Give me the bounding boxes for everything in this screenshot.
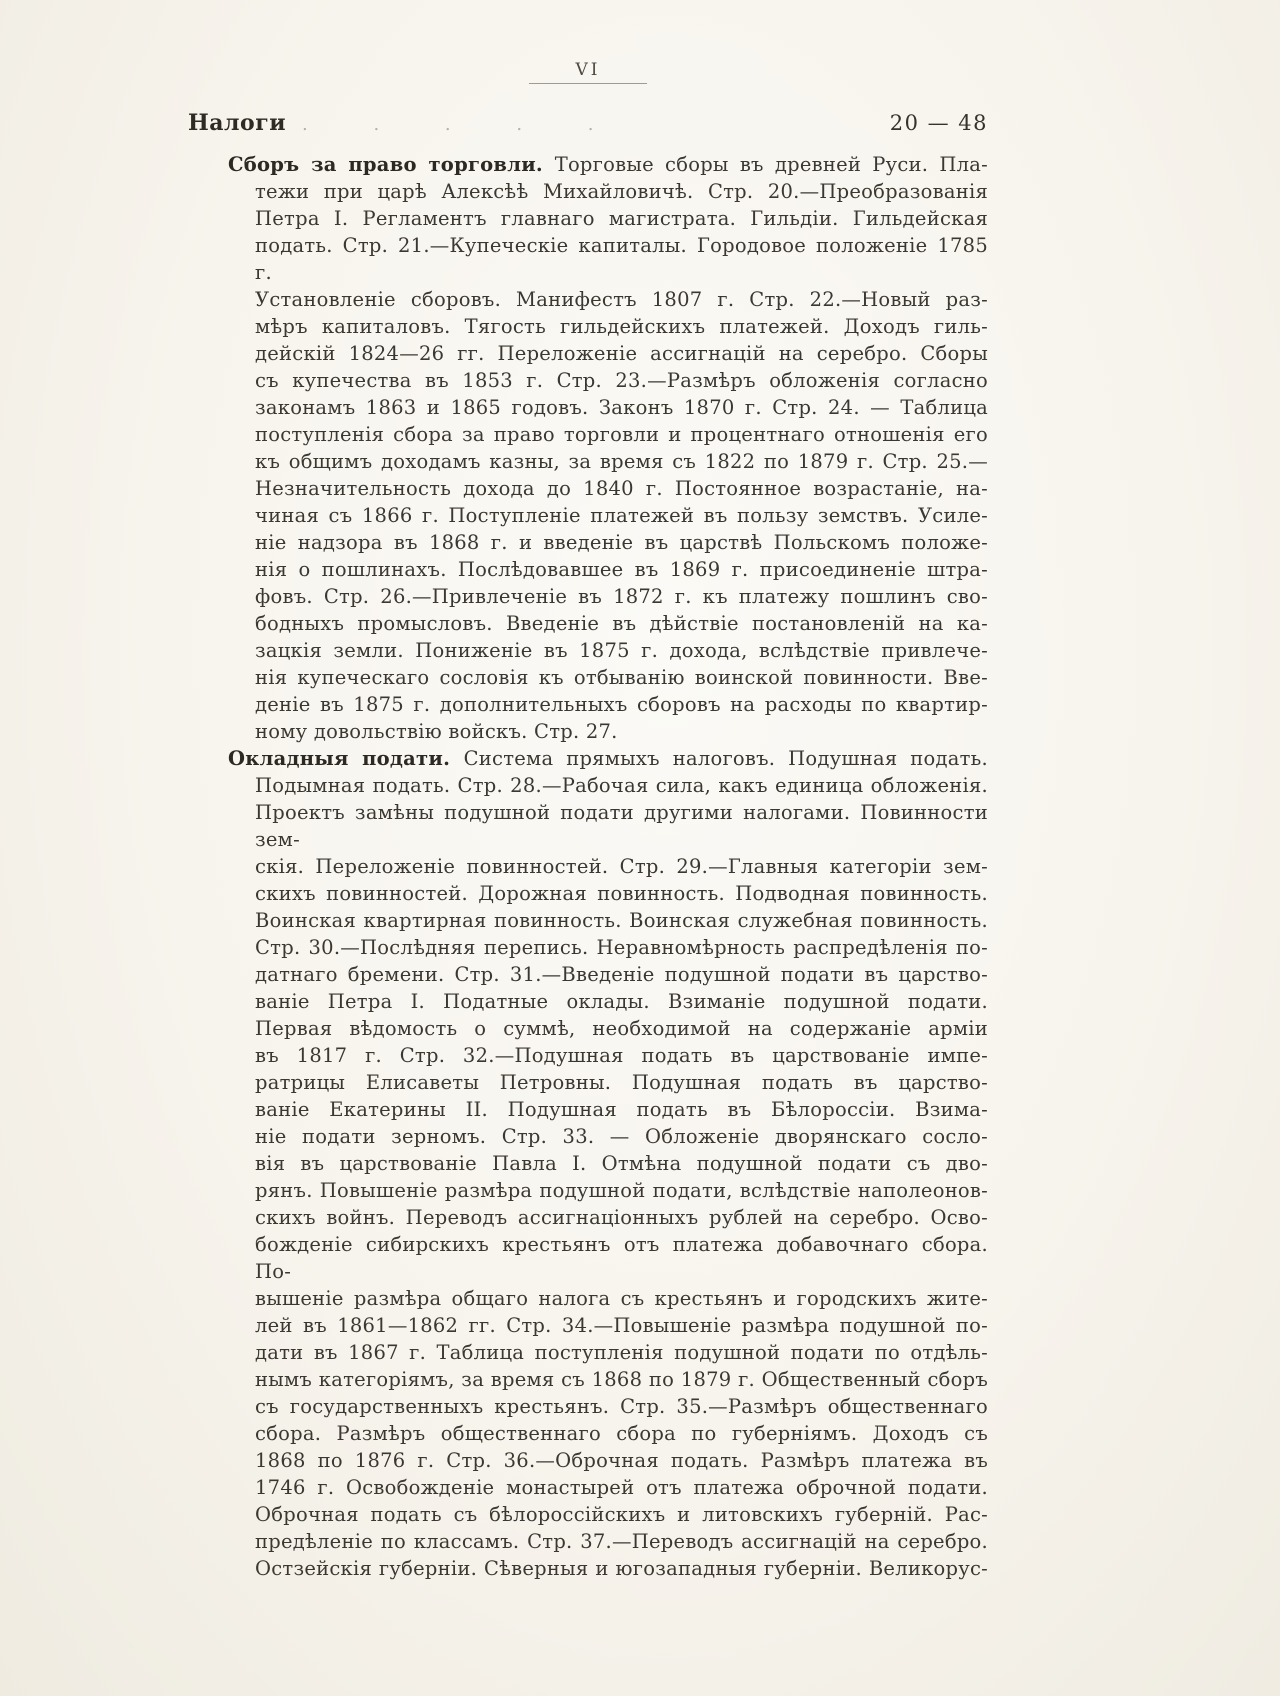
text-line: вія въ царствованіе Павла I. Отмѣна подушной подати съ дво- <box>255 1152 988 1175</box>
page-number: VI <box>575 60 601 80</box>
text-line: Оброчная подать съ бѣлороссійскихъ и литовскихъ губерній. Рас- <box>255 1503 988 1526</box>
text-line: дейскій 1824—26 гг. Переложеніе ассигнацій на серебро. Сборы <box>255 342 988 365</box>
text-line: Проектъ замѣны подушной подати другими налогами. Повинности зем- <box>255 801 988 851</box>
text-line: подать. Стр. 21.—Купеческіе капиталы. Городовое положеніе 1785 г. <box>255 234 988 284</box>
text-line: нія о пошлинахъ. Послѣдовавшее въ 1869 г. присоединеніе штра- <box>255 558 988 581</box>
leader-dots: . . . . . <box>302 114 624 135</box>
text-line: сбора. Размѣръ общественнаго сбора по губерніямъ. Доходъ съ <box>255 1422 988 1445</box>
text-line: Окладныя подати. Система прямыхъ налоговъ. Подушная подать. <box>228 747 988 770</box>
text-line: бодныхъ промысловъ. Введеніе въ дѣйствіе постановленій на ка- <box>255 612 988 635</box>
text-line: съ государственныхъ крестьянъ. Стр. 35.—Размѣръ общественнаго <box>255 1395 988 1418</box>
text-line: чиная съ 1866 г. Поступленіе платежей въ пользу земствъ. Усиле- <box>255 504 988 527</box>
text-line: Первая вѣдомость о суммѣ, необходимой на содержаніе арміи <box>255 1017 988 1040</box>
text-line: въ 1817 г. Стр. 32.—Подушная подать въ царствованіе импе- <box>255 1044 988 1067</box>
text-line: божденіе сибирскихъ крестьянъ отъ платежа добавочнаго сбора. По- <box>255 1233 988 1283</box>
folio-rule <box>529 83 647 84</box>
text-line: ратрицы Елисаветы Петровны. Подушная подать въ царство- <box>255 1071 988 1094</box>
text-line: фовъ. Стр. 26.—Привлеченіе въ 1872 г. къ платежу пошлинъ сво- <box>255 585 988 608</box>
text-line: зацкія земли. Пониженіе въ 1875 г. дохода, вслѣдствіе привлече- <box>255 639 988 662</box>
text-line: нія купеческаго сословія къ отбыванію воинской повинности. Вве- <box>255 666 988 689</box>
text-line: законамъ 1863 и 1865 годовъ. Законъ 1870 г. Стр. 24. — Таблица <box>255 396 988 419</box>
text-line: 1868 по 1876 г. Стр. 36.—Оброчная подать. Размѣръ платежа въ <box>255 1449 988 1472</box>
text-line: Воинская квартирная повинность. Воинская служебная повинность. <box>255 909 988 932</box>
section-title: Налоги <box>188 110 287 136</box>
text-line: дати въ 1867 г. Таблица поступленія подушной подати по отдѣль- <box>255 1341 988 1364</box>
entry-heading: Окладныя подати. <box>228 747 464 770</box>
text-block <box>188 0 988 1582</box>
text-line: предѣленіе по классамъ. Стр. 37.—Переводъ ассигнацій на серебро. <box>255 1530 988 1553</box>
text-line: скія. Переложеніе повинностей. Стр. 29.—Главныя категоріи зем- <box>255 855 988 878</box>
section-page-range: 20 — 48 <box>889 111 988 135</box>
text-line: ваніе Петра I. Податные оклады. Взиманіе подушной подати. <box>255 990 988 1013</box>
text-line: лей въ 1861—1862 гг. Стр. 34.—Повышеніе размѣра подушной по- <box>255 1314 988 1337</box>
text-line: съ купечества въ 1853 г. Стр. 23.—Размѣръ обложенія согласно <box>255 369 988 392</box>
text-line: Сборъ за право торговли. Торговые сборы въ древней Руси. Пла- <box>228 153 988 176</box>
text-line: тежи при царѣ Алексѣѣ Михайловичѣ. Стр. 20.—Преобразованія <box>255 180 988 203</box>
text-line: Незначительность дохода до 1840 г. Постоянное возрастаніе, на- <box>255 477 988 500</box>
text-line: ніе надзора въ 1868 г. и введеніе въ царствѣ Польскомъ положе- <box>255 531 988 554</box>
text-line: деніе въ 1875 г. дополнительныхъ сборовъ на расходы по квартир- <box>255 693 988 716</box>
text-line: 1746 г. Освобожденіе монастырей отъ платежа оброчной подати. <box>255 1476 988 1499</box>
toc-entry <box>188 745 988 1582</box>
text-line: скихъ повинностей. Дорожная повинность. Подводная повинность. <box>255 882 988 905</box>
text-line: къ общимъ доходамъ казны, за время съ 1822 по 1879 г. Стр. 25.— <box>255 450 988 473</box>
toc-entry <box>188 151 988 745</box>
text-line: Установленіе сборовъ. Манифестъ 1807 г. Стр. 22.—Новый раз- <box>255 288 988 311</box>
section-header <box>188 110 988 136</box>
text-line: Остзейскія губерніи. Сѣверныя и югозападныя губерніи. Великорус- <box>255 1557 988 1580</box>
text-line: ному довольствію войскъ. Стр. 27. <box>255 720 618 743</box>
text-line: вышеніе размѣра общаго налога съ крестьянъ и городскихъ жите- <box>255 1287 988 1310</box>
toc-entries <box>188 151 988 1582</box>
text-line: мѣръ капиталовъ. Тягость гильдейскихъ платежей. Доходъ гиль- <box>255 315 988 338</box>
text-line: Подымная подать. Стр. 28.—Рабочая сила, какъ единица обложенія. <box>255 774 988 797</box>
text-line: ваніе Екатерины II. Подушная подать въ Бѣлороссіи. Взима- <box>255 1098 988 1121</box>
text-line: поступленія сбора за право торговли и процентнаго отношенія его <box>255 423 988 446</box>
text-line: скихъ войнъ. Переводъ ассигнаціонныхъ рублей на серебро. Осво- <box>255 1206 988 1229</box>
text-line: Петра I. Регламентъ главнаго магистрата. Гильдіи. Гильдейская <box>255 207 988 230</box>
entry-heading: Сборъ за право торговли. <box>228 153 555 176</box>
text-line: датнаго бремени. Стр. 31.—Введеніе подушной подати въ царство- <box>255 963 988 986</box>
text-line: Стр. 30.—Послѣдняя перепись. Неравномѣрность распредѣленія по- <box>255 936 988 959</box>
text-line: нымъ категоріямъ, за время съ 1868 по 1879 г. Общественный сборъ <box>255 1368 988 1391</box>
text-line: ніе подати зерномъ. Стр. 33. — Обложеніе дворянскаго сосло- <box>255 1125 988 1148</box>
text-line: рянъ. Повышеніе размѣра подушной подати, вслѣдствіе наполеонов- <box>255 1179 988 1202</box>
